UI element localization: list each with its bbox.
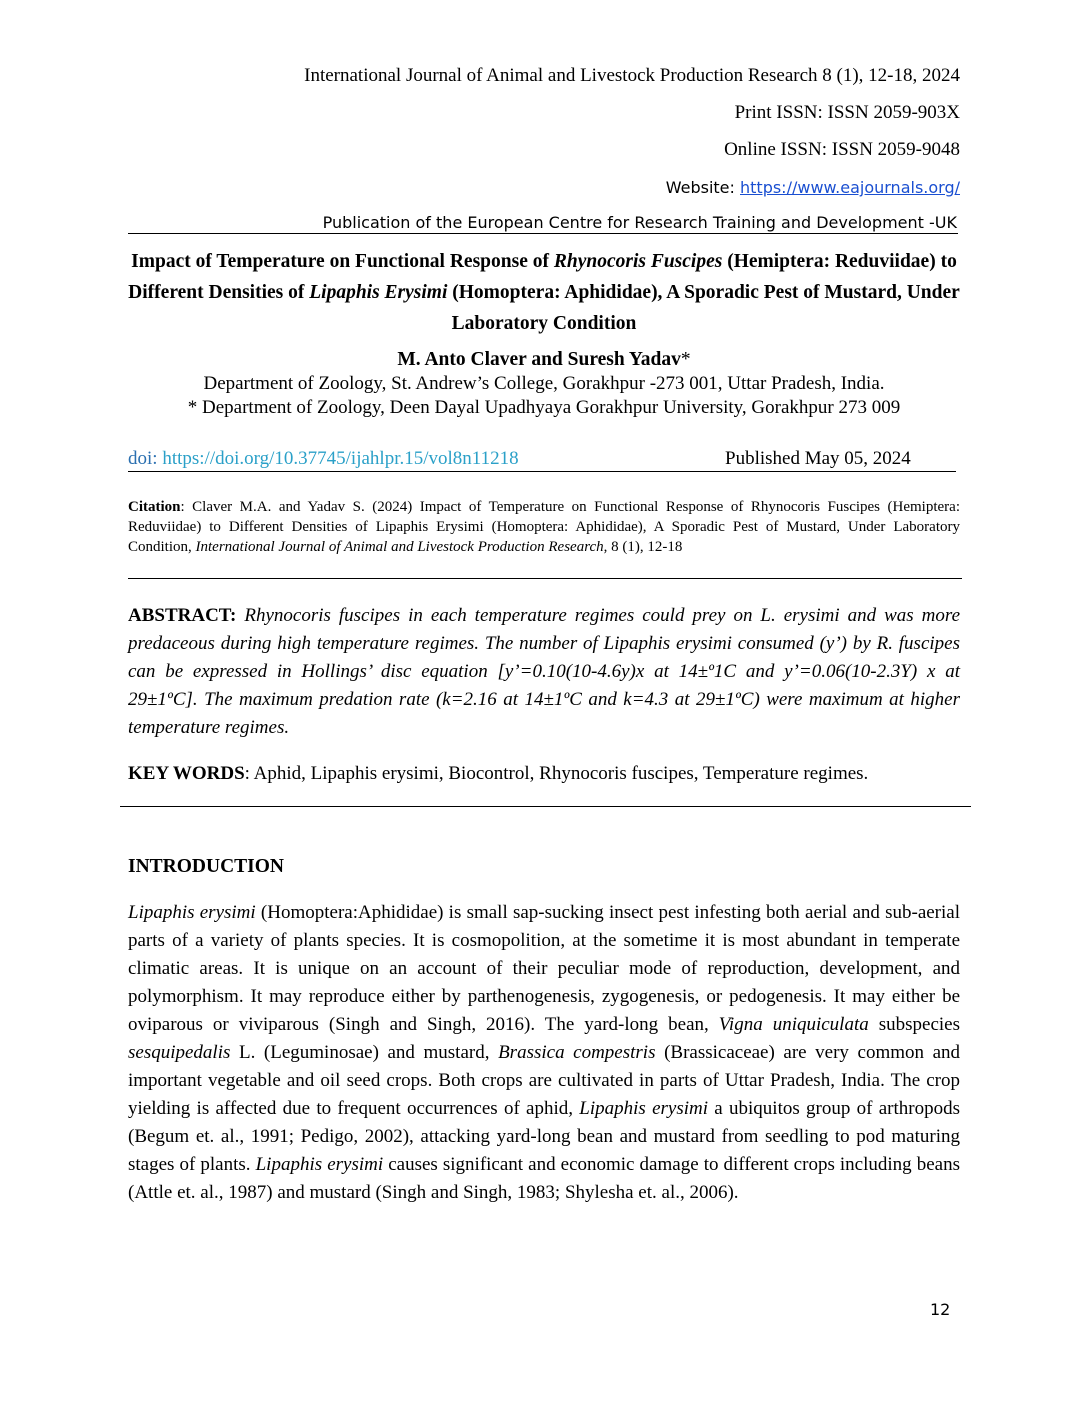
page-number: 12 — [930, 1300, 951, 1319]
print-issn: Print ISSN: ISSN 2059-903X — [734, 102, 960, 123]
published-date: Published May 05, 2024 — [725, 448, 911, 469]
introduction-paragraph: Lipaphis erysimi (Homoptera:Aphididae) is small sap-sucking insect pest infesting both aerial and sub-aerial parts of a variety of plants species. It is cosmopolition, at the sometime it is most abundant in temperate climatic areas. It is unique on an account of their peculiar mode of reproduction, development, and polymorphism. It may reproduce either by parthenogenesis, zygogenesis, or pedogenesis. It may either be oviparous or viviparous (Singh and Singh, 2016). The yard-long bean, Vigna uniquiculata subspecies sesquipedalis L. (Leguminosae) and mustard, Brassica compestris (Brassicaceae) are very common and important vegetable and oil seed crops. Both crops are cultivated in parts of Uttar Pradesh, India. The crop yielding is affected due to frequent occurrences of aphid, Lipaphis erysimi a ubiquitos group of arthropods (Begum et. al., 1991; Pedigo, 2002), attacking yard-long bean and mustard from seedling to pod maturing stages of plants. Lipaphis erysimi causes significant and economic damage to different crops including beans (Attle et. al., 1987) and mustard (Singh and Singh, 1983; Shylesha et. al., 2006). — [128, 902, 961, 1203]
publisher-line: Publication of the European Centre for Research Training and Development -UK — [322, 213, 957, 232]
keywords-label: KEY WORDS — [128, 763, 245, 784]
section-rule — [120, 806, 971, 807]
website-label: Website: — [665, 178, 740, 197]
doi-label: doi: — [128, 448, 158, 469]
affiliation-2: * Department of Zoology, Deen Dayal Upadhyaya Gorakhpur University, Gorakhpur 273 009 — [187, 397, 901, 418]
doi-rule — [128, 471, 956, 472]
header-rule — [128, 233, 958, 234]
citation-journal: International Journal of Animal and Livestock Production Research — [195, 539, 604, 555]
doi-line — [128, 447, 958, 471]
citation-label: Citation — [128, 499, 181, 515]
website-line — [666, 176, 960, 200]
introduction-heading: INTRODUCTION — [128, 856, 285, 877]
keywords: KEY WORDS: Aphid, Lipaphis erysimi, Biocontrol, Rhynocoris fuscipes, Temperature regimes. — [128, 763, 869, 784]
paper-title: Impact of Temperature on Functional Response of Rhynocoris Fuscipes (Hemiptera: Reduviidae) to Different Densities of Lipaphis Erysimi (Homoptera: Aphididae), A Sporadic Pest of Mustard, Under Laboratory Condition — [128, 251, 960, 334]
title-species-2: Lipaphis Erysimi — [309, 282, 448, 303]
journal-header: International Journal of Animal and Livestock Production Research 8 (1), 12-18, 2024 — [304, 65, 960, 86]
title-species-1: Rhynocoris Fuscipes — [553, 251, 723, 272]
citation: Citation: Claver M.A. and Yadav S. (2024) Impact of Temperature on Functional Response of Rhynocoris Fuscipes (Hemiptera: Reduviidae) to Different Densities of Lipaphis Erysimi (Homoptera: Aphididae), A Sporadic Pest of Mustard, Under Laboratory Condition, International Journal of Animal and Livestock Production Research, 8 (1), 12-18 — [128, 499, 960, 555]
abstract-label: ABSTRACT: — [128, 605, 237, 626]
affiliation-1: Department of Zoology, St. Andrew’s College, Gorakhpur -273 001, Uttar Pradesh, India. — [203, 373, 885, 394]
abstract-text: Rhynocoris fuscipes in each temperature regimes could prey on L. erysimi and was more predaceous during high temperature regimes. The number of Lipaphis erysimi consumed (y’) by R. fuscipes can be expressed in Hollings’ disc equation [y’=0.10(10-4.6y)x at 14±º1C and y’=0.06(10-2.3Y) x at 29±1ºC]. The maximum predation rate (k=2.16 at 14±1ºC and k=4.3 at 29±1ºC) were maximum at higher temperature regimes. — [128, 605, 960, 738]
abstract — [128, 602, 960, 742]
doi-link[interactable]: https://doi.org/10.37745/ijahlpr.15/vol8n11218 — [162, 448, 519, 469]
online-issn: Online ISSN: ISSN 2059-9048 — [724, 139, 960, 160]
citation-rule — [128, 578, 962, 579]
website-link[interactable]: https://www.eajournals.org/ — [740, 178, 960, 197]
authors: M. Anto Claver and Suresh Yadav* — [397, 349, 691, 370]
